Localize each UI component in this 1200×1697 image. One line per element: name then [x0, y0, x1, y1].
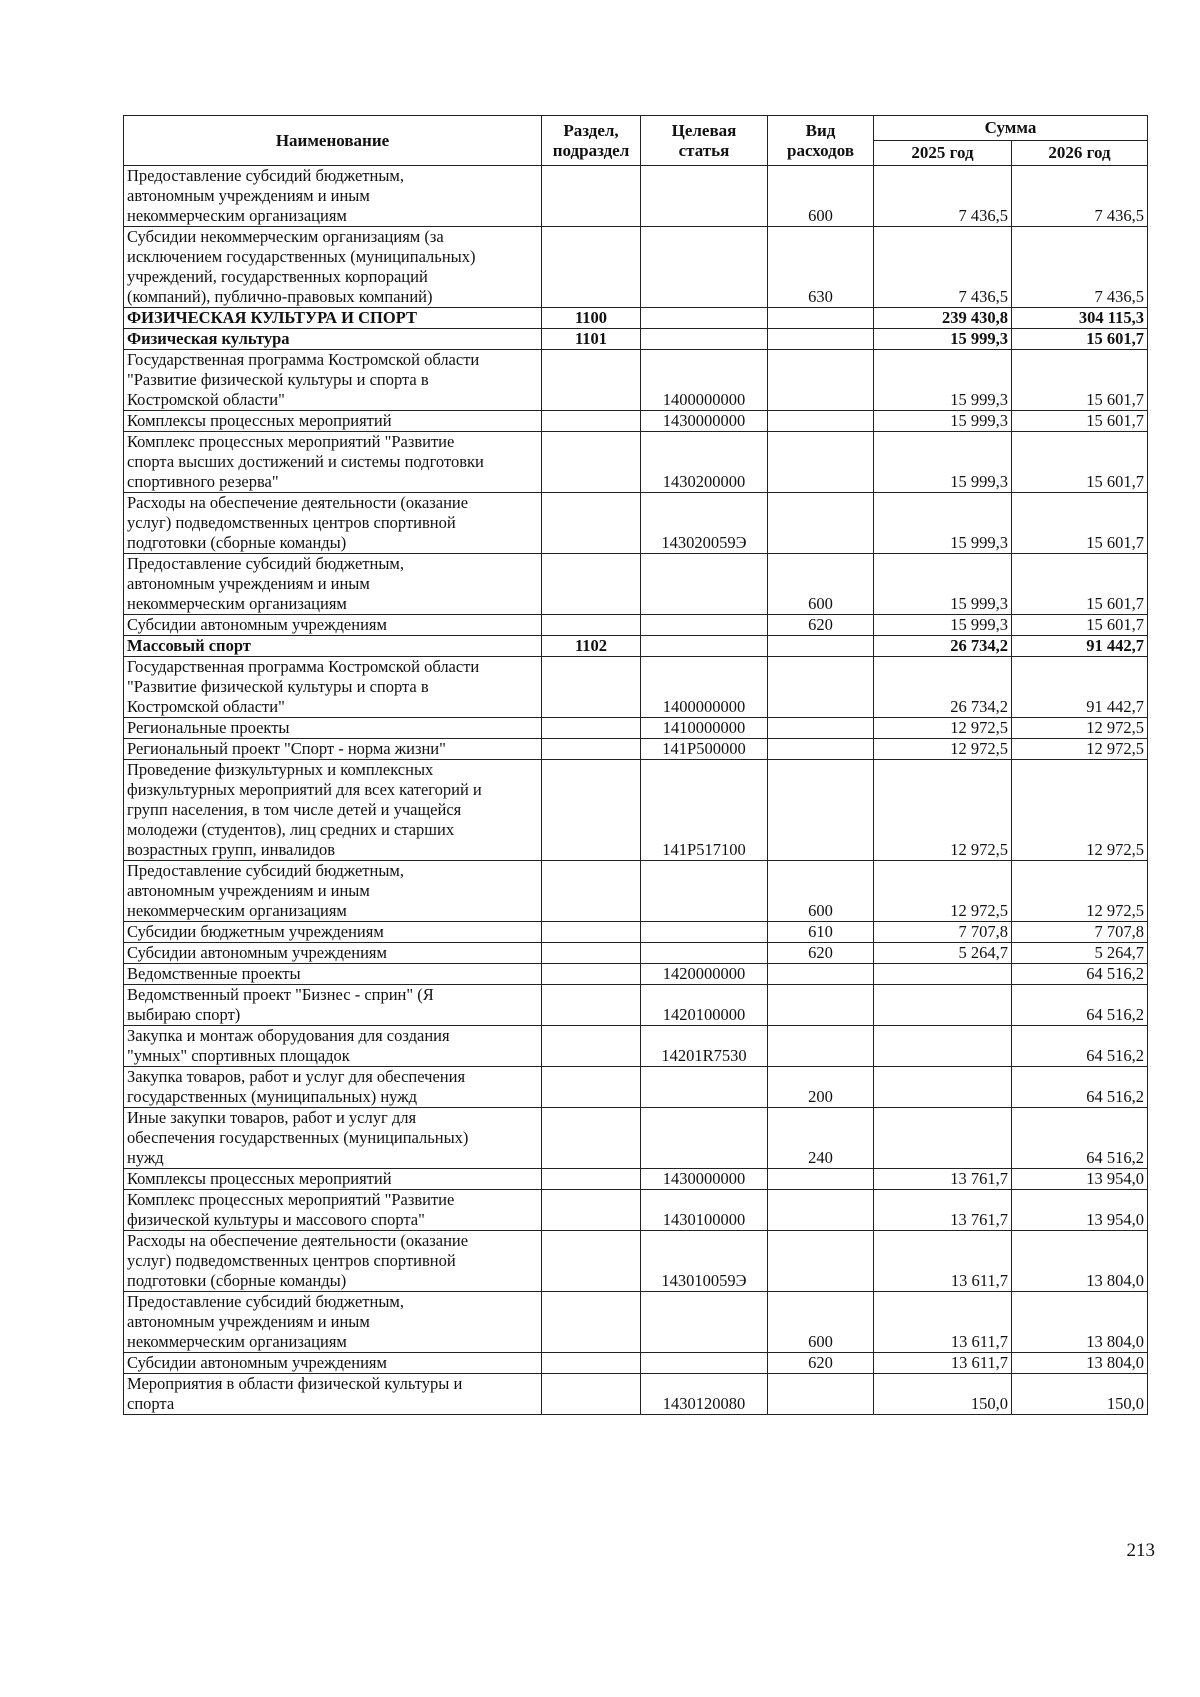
table-header — [124, 116, 1148, 166]
row-sum-2025-cell — [874, 1108, 1012, 1169]
table-row — [124, 964, 1148, 985]
row-name-cell: Субсидии автономным учреждениям — [124, 1353, 542, 1374]
row-sum-2026-cell: 13 804,0 — [1012, 1353, 1148, 1374]
table-row — [124, 861, 1148, 922]
row-sum-2025-cell: 7 436,5 — [874, 166, 1012, 227]
row-expense-type-cell — [768, 1374, 874, 1415]
row-expense-type-cell — [768, 718, 874, 739]
table-row — [124, 1231, 1148, 1292]
row-target-cell: 143020059Э — [641, 493, 768, 554]
row-name-cell: Субсидии автономным учреждениям — [124, 615, 542, 636]
row-target-cell: 1430100000 — [641, 1190, 768, 1231]
row-sum-2026-cell: 15 601,7 — [1012, 432, 1148, 493]
row-sum-2025-cell: 13 761,7 — [874, 1169, 1012, 1190]
row-target-cell: 1430000000 — [641, 1169, 768, 1190]
row-sum-2025-cell: 13 611,7 — [874, 1231, 1012, 1292]
row-name-cell: Ведомственный проект "Бизнес - сприн" (Я выбираю спорт) — [124, 985, 542, 1026]
row-sum-2026-cell: 12 972,5 — [1012, 760, 1148, 861]
row-section-cell — [542, 718, 641, 739]
table-row — [124, 636, 1148, 657]
row-target-cell: 143010059Э — [641, 1231, 768, 1292]
row-sum-2026-cell: 64 516,2 — [1012, 964, 1148, 985]
row-target-cell — [641, 1353, 768, 1374]
row-target-cell: 1430200000 — [641, 432, 768, 493]
table-row — [124, 411, 1148, 432]
row-sum-2025-cell: 13 611,7 — [874, 1292, 1012, 1353]
row-sum-2026-cell: 150,0 — [1012, 1374, 1148, 1415]
row-sum-2026-cell: 13 954,0 — [1012, 1190, 1148, 1231]
row-section-cell — [542, 922, 641, 943]
row-section-cell — [542, 227, 641, 308]
row-sum-2026-cell: 91 442,7 — [1012, 657, 1148, 718]
row-sum-2026-cell: 91 442,7 — [1012, 636, 1148, 657]
row-name-cell: Комплексы процессных мероприятий — [124, 1169, 542, 1190]
row-name-cell: Предоставление субсидий бюджетным, автономным учреждениям и иным некоммерческим организациям — [124, 554, 542, 615]
row-expense-type-cell: 200 — [768, 1067, 874, 1108]
table-row — [124, 1374, 1148, 1415]
row-expense-type-cell — [768, 739, 874, 760]
row-expense-type-cell — [768, 432, 874, 493]
row-sum-2026-cell: 13 804,0 — [1012, 1292, 1148, 1353]
row-name-cell: Закупка товаров, работ и услуг для обеспечения государственных (муниципальных) нужд — [124, 1067, 542, 1108]
table-row — [124, 1169, 1148, 1190]
table-row — [124, 1067, 1148, 1108]
row-target-cell — [641, 943, 768, 964]
row-section-cell — [542, 1353, 641, 1374]
row-section-cell: 1101 — [542, 329, 641, 350]
row-sum-2025-cell: 15 999,3 — [874, 329, 1012, 350]
row-name-cell: Расходы на обеспечение деятельности (оказание услуг) подведомственных центров спортивной подготовки (сборные команды) — [124, 1231, 542, 1292]
table-row — [124, 1353, 1148, 1374]
table-row — [124, 1026, 1148, 1067]
table-row — [124, 718, 1148, 739]
row-name-cell: Закупка и монтаж оборудования для создания "умных" спортивных площадок — [124, 1026, 542, 1067]
row-sum-2026-cell: 304 115,3 — [1012, 308, 1148, 329]
row-sum-2025-cell: 13 761,7 — [874, 1190, 1012, 1231]
row-sum-2025-cell — [874, 964, 1012, 985]
table-row — [124, 1108, 1148, 1169]
row-target-cell — [641, 636, 768, 657]
header-expense-type: Вид расходов — [768, 116, 874, 166]
row-target-cell — [641, 861, 768, 922]
row-sum-2026-cell: 64 516,2 — [1012, 1026, 1148, 1067]
row-target-cell — [641, 1292, 768, 1353]
row-sum-2026-cell: 12 972,5 — [1012, 861, 1148, 922]
row-section-cell — [542, 739, 641, 760]
table-row — [124, 350, 1148, 411]
row-sum-2026-cell: 15 601,7 — [1012, 411, 1148, 432]
row-target-cell: 1430000000 — [641, 411, 768, 432]
row-expense-type-cell: 600 — [768, 554, 874, 615]
table-row — [124, 554, 1148, 615]
row-section-cell — [542, 760, 641, 861]
row-target-cell: 14201R7530 — [641, 1026, 768, 1067]
row-expense-type-cell: 620 — [768, 615, 874, 636]
table-row — [124, 1292, 1148, 1353]
row-sum-2026-cell: 15 601,7 — [1012, 329, 1148, 350]
row-sum-2026-cell: 15 601,7 — [1012, 615, 1148, 636]
row-target-cell: 141P500000 — [641, 739, 768, 760]
row-target-cell: 1420100000 — [641, 985, 768, 1026]
row-target-cell — [641, 1067, 768, 1108]
row-section-cell — [542, 411, 641, 432]
row-name-cell: Государственная программа Костромской области "Развитие физической культуры и спорта в Костромской области" — [124, 657, 542, 718]
table-row — [124, 329, 1148, 350]
row-sum-2025-cell: 26 734,2 — [874, 657, 1012, 718]
row-section-cell — [542, 166, 641, 227]
row-target-cell: 1410000000 — [641, 718, 768, 739]
row-name-cell: Физическая культура — [124, 329, 542, 350]
row-section-cell — [542, 1067, 641, 1108]
row-expense-type-cell — [768, 760, 874, 861]
row-sum-2025-cell: 5 264,7 — [874, 943, 1012, 964]
row-name-cell: Предоставление субсидий бюджетным, автономным учреждениям и иным некоммерческим организациям — [124, 1292, 542, 1353]
row-target-cell — [641, 554, 768, 615]
budget-table — [123, 115, 1148, 1415]
row-expense-type-cell: 240 — [768, 1108, 874, 1169]
row-sum-2025-cell: 7 707,8 — [874, 922, 1012, 943]
row-section-cell — [542, 861, 641, 922]
row-expense-type-cell: 600 — [768, 861, 874, 922]
row-name-cell: Региональные проекты — [124, 718, 542, 739]
row-sum-2026-cell: 12 972,5 — [1012, 718, 1148, 739]
row-sum-2026-cell: 7 436,5 — [1012, 166, 1148, 227]
row-name-cell: Комплексы процессных мероприятий — [124, 411, 542, 432]
table-row — [124, 922, 1148, 943]
page-number: 213 — [1126, 1540, 1155, 1561]
row-sum-2026-cell: 12 972,5 — [1012, 739, 1148, 760]
row-section-cell — [542, 493, 641, 554]
row-section-cell — [542, 1108, 641, 1169]
row-target-cell — [641, 227, 768, 308]
row-name-cell: Массовый спорт — [124, 636, 542, 657]
row-name-cell: Иные закупки товаров, работ и услуг для обеспечения государственных (муниципальных) нужд — [124, 1108, 542, 1169]
row-expense-type-cell — [768, 308, 874, 329]
row-sum-2025-cell: 12 972,5 — [874, 760, 1012, 861]
row-sum-2026-cell: 7 436,5 — [1012, 227, 1148, 308]
row-sum-2026-cell: 64 516,2 — [1012, 1067, 1148, 1108]
row-expense-type-cell: 600 — [768, 1292, 874, 1353]
table-body — [124, 166, 1148, 1415]
row-section-cell — [542, 1231, 641, 1292]
row-section-cell — [542, 657, 641, 718]
row-expense-type-cell — [768, 1190, 874, 1231]
row-sum-2025-cell: 7 436,5 — [874, 227, 1012, 308]
row-name-cell: Комплекс процессных мероприятий "Развитие физической культуры и массового спорта" — [124, 1190, 542, 1231]
row-section-cell — [542, 615, 641, 636]
row-expense-type-cell — [768, 964, 874, 985]
row-name-cell: Расходы на обеспечение деятельности (оказание услуг) подведомственных центров спортивной подготовки (сборные команды) — [124, 493, 542, 554]
row-target-cell: 1420000000 — [641, 964, 768, 985]
row-sum-2025-cell: 15 999,3 — [874, 615, 1012, 636]
row-target-cell: 1400000000 — [641, 657, 768, 718]
row-sum-2025-cell: 15 999,3 — [874, 432, 1012, 493]
row-expense-type-cell — [768, 1026, 874, 1067]
header-name: Наименование — [124, 116, 542, 166]
table-row — [124, 657, 1148, 718]
table-row — [124, 432, 1148, 493]
row-sum-2025-cell: 15 999,3 — [874, 554, 1012, 615]
row-name-cell: Мероприятия в области физической культуры и спорта — [124, 1374, 542, 1415]
row-target-cell — [641, 615, 768, 636]
row-sum-2025-cell: 150,0 — [874, 1374, 1012, 1415]
row-sum-2025-cell: 15 999,3 — [874, 350, 1012, 411]
row-name-cell: Комплекс процессных мероприятий "Развитие спорта высших достижений и системы подготовки спортивного резерва" — [124, 432, 542, 493]
row-target-cell — [641, 922, 768, 943]
row-sum-2025-cell — [874, 985, 1012, 1026]
row-expense-type-cell — [768, 657, 874, 718]
row-section-cell — [542, 943, 641, 964]
table-row — [124, 227, 1148, 308]
row-name-cell: Предоставление субсидий бюджетным, автономным учреждениям и иным некоммерческим организациям — [124, 166, 542, 227]
row-section-cell: 1102 — [542, 636, 641, 657]
row-name-cell: Государственная программа Костромской области "Развитие физической культуры и спорта в Костромской области" — [124, 350, 542, 411]
header-year-2026: 2026 год — [1012, 141, 1148, 166]
header-section: Раздел, подраздел — [542, 116, 641, 166]
row-name-cell: Региональный проект "Спорт - норма жизни" — [124, 739, 542, 760]
row-target-cell — [641, 308, 768, 329]
table-row — [124, 943, 1148, 964]
row-sum-2026-cell: 13 954,0 — [1012, 1169, 1148, 1190]
row-target-cell — [641, 166, 768, 227]
row-sum-2026-cell: 7 707,8 — [1012, 922, 1148, 943]
table-row — [124, 760, 1148, 861]
row-name-cell: Субсидии автономным учреждениям — [124, 943, 542, 964]
row-expense-type-cell — [768, 985, 874, 1026]
row-sum-2026-cell: 64 516,2 — [1012, 985, 1148, 1026]
row-name-cell: ФИЗИЧЕСКАЯ КУЛЬТУРА И СПОРТ — [124, 308, 542, 329]
row-expense-type-cell — [768, 636, 874, 657]
row-expense-type-cell: 600 — [768, 166, 874, 227]
header-sum: Сумма — [874, 116, 1148, 141]
row-sum-2025-cell — [874, 1026, 1012, 1067]
row-section-cell — [542, 350, 641, 411]
table-row — [124, 308, 1148, 329]
row-expense-type-cell: 630 — [768, 227, 874, 308]
row-expense-type-cell — [768, 329, 874, 350]
table-row — [124, 493, 1148, 554]
header-year-2025: 2025 год — [874, 141, 1012, 166]
row-section-cell — [542, 1190, 641, 1231]
table-row — [124, 615, 1148, 636]
row-section-cell — [542, 964, 641, 985]
row-target-cell — [641, 1108, 768, 1169]
row-section-cell — [542, 985, 641, 1026]
row-section-cell — [542, 1169, 641, 1190]
row-target-cell — [641, 329, 768, 350]
row-expense-type-cell — [768, 411, 874, 432]
row-sum-2025-cell — [874, 1067, 1012, 1108]
row-sum-2026-cell: 13 804,0 — [1012, 1231, 1148, 1292]
table-row — [124, 166, 1148, 227]
row-section-cell — [542, 1292, 641, 1353]
row-expense-type-cell: 610 — [768, 922, 874, 943]
row-sum-2025-cell: 12 972,5 — [874, 718, 1012, 739]
row-sum-2026-cell: 15 601,7 — [1012, 554, 1148, 615]
row-expense-type-cell — [768, 350, 874, 411]
row-sum-2025-cell: 26 734,2 — [874, 636, 1012, 657]
table-row — [124, 985, 1148, 1026]
header-target: Целевая статья — [641, 116, 768, 166]
row-name-cell: Субсидии бюджетным учреждениям — [124, 922, 542, 943]
row-section-cell — [542, 554, 641, 615]
row-expense-type-cell: 620 — [768, 943, 874, 964]
row-section-cell: 1100 — [542, 308, 641, 329]
row-name-cell: Предоставление субсидий бюджетным, автономным учреждениям и иным некоммерческим организациям — [124, 861, 542, 922]
row-expense-type-cell — [768, 1169, 874, 1190]
row-sum-2025-cell: 12 972,5 — [874, 739, 1012, 760]
row-section-cell — [542, 1374, 641, 1415]
row-expense-type-cell — [768, 1231, 874, 1292]
table-row — [124, 739, 1148, 760]
row-sum-2025-cell: 15 999,3 — [874, 493, 1012, 554]
row-sum-2025-cell: 15 999,3 — [874, 411, 1012, 432]
row-sum-2026-cell: 64 516,2 — [1012, 1108, 1148, 1169]
row-target-cell: 1430120080 — [641, 1374, 768, 1415]
row-sum-2025-cell: 12 972,5 — [874, 861, 1012, 922]
row-name-cell: Ведомственные проекты — [124, 964, 542, 985]
row-sum-2026-cell: 15 601,7 — [1012, 493, 1148, 554]
row-expense-type-cell — [768, 493, 874, 554]
row-target-cell: 1400000000 — [641, 350, 768, 411]
row-target-cell: 141P517100 — [641, 760, 768, 861]
row-section-cell — [542, 1026, 641, 1067]
row-expense-type-cell: 620 — [768, 1353, 874, 1374]
row-name-cell: Проведение физкультурных и комплексных физкультурных мероприятий для всех категорий и групп населения, в том числе детей и учащейся молодежи (студентов), лиц средних и старших возрастных групп, инвалидов — [124, 760, 542, 861]
row-name-cell: Субсидии некоммерческим организациям (за исключением государственных (муниципальных) учреждений, государственных корпораций (компаний), публично-правовых компаний) — [124, 227, 542, 308]
row-sum-2025-cell: 239 430,8 — [874, 308, 1012, 329]
row-section-cell — [542, 432, 641, 493]
table-row — [124, 1190, 1148, 1231]
row-sum-2026-cell: 15 601,7 — [1012, 350, 1148, 411]
row-sum-2025-cell: 13 611,7 — [874, 1353, 1012, 1374]
row-sum-2026-cell: 5 264,7 — [1012, 943, 1148, 964]
